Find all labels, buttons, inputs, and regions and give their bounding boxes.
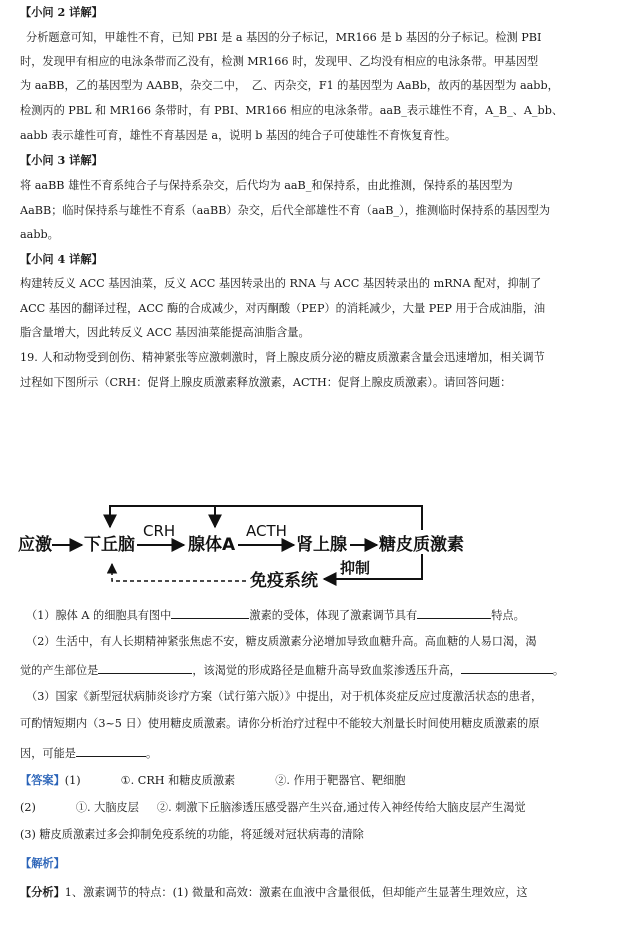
inhibit-arrow [324, 554, 422, 579]
subq2-para-line: 为 aaBB，乙的基因型为 AABB，杂交二中， 乙、丙杂交，F1 的基因型为 AaBb，故丙的基因型为 aabb， [20, 79, 559, 92]
answer-line-2: (2) ①. 大脑皮层 ②. 刺激下丘脑渗透压感受器产生兴奋,通过传入神经传给大脑皮层产生渴觉 [20, 801, 526, 814]
subq3-para-line: aabb。 [20, 228, 59, 241]
subq2-heading: 【小问 2 详解】 [20, 5, 103, 19]
question-19-sub1: （1）腺体 A 的细胞具有图中 激素的受体，体现了激素调节具有 特点。 [26, 606, 632, 624]
adrenal-label: 肾上腺 [296, 535, 347, 555]
question-19-sub3-cont: 因，可能是 。 [20, 744, 632, 762]
immune-system-label: 免疫系统 [250, 571, 318, 591]
analysis-tag: 【解析】 [20, 856, 65, 870]
subq3-heading: 【小问 3 详解】 [20, 153, 103, 167]
subq2-para-line: aabb 表示雄性可育，雄性不育基因是 a，说明 b 基因的纯合子可使雄性不育恢复育性。 [20, 129, 457, 142]
acth-label: ACTH [246, 522, 287, 540]
answer-blank [171, 606, 249, 619]
question-19-sub2: （2）生活中，有人长期精神紧张焦虑不安，糖皮质激素分泌增加导致血糖升高。高血糖的人易口渴，渴 [26, 635, 537, 648]
answer-blank [461, 661, 553, 674]
stress-label: 应激 [18, 535, 52, 555]
question-19-stem: 19. 人和动物受到创伤、精神紧张等应激刺激时，肾上腺皮质分泌的糖皮质激素含量会迅速增加，相关调节 [20, 351, 545, 364]
subq2-para-line: 分析题意可知，甲雄性不育，已知 PBI 是 a 基因的分子标记，MR166 是 b 基因的分子标记。检测 PBI [26, 31, 542, 44]
gland-a-label: 腺体A [188, 535, 236, 555]
subq4-para-line: 构建转反义 ACC 基因油菜，反义 ACC 基因转录出的 RNA 与 ACC 基因转录出的 mRNA 配对，抑制了 [20, 277, 542, 290]
glucocorticoid-label: 糖皮质激素 [379, 535, 464, 555]
answer-blank [98, 661, 192, 674]
question-19-sub2-cont: 觉的产生部位是 ，该渴觉的形成路径是血糖升高导致血浆渗透压升高， 。 [20, 661, 632, 679]
answer-blank [417, 606, 491, 619]
subq2-para-line: 检测丙的 PBL 和 MR166 条带时，有 PBI、MR166 相应的电泳条带。aaB_表示雄性不育，A_B_、A_bb、 [20, 104, 564, 117]
answer-line-1: 【答案】(1) ①. CRH 和糖皮质激素 ②. 作用于靶器官、靶细胞 [20, 773, 406, 787]
answer-line-3: (3) 糖皮质激素过多会抑制免疫系统的功能，将延缓对冠状病毒的清除 [20, 828, 364, 841]
question-19-sub3-cont: 可酌情短期内（3~5 日）使用糖皮质激素。请你分析治疗过程中不能较大剂量长时间使用糖皮质激素的原 [20, 717, 540, 730]
subq2-para-line: 时，发现甲有相应的电泳条带而乙没有，检测 MR166 时，发现甲、乙均没有相应的电泳条带。甲基因型 [20, 55, 539, 68]
subq4-heading: 【小问 4 详解】 [20, 252, 103, 266]
subq3-para-line: AaBB；临时保持系与雄性不育系（aaBB）杂交，后代全部雄性不育（aaB_），推测临时保持系的基因型为 [20, 204, 551, 217]
subq4-para-line: ACC 基因的翻译过程，ACC 酶的合成减少，对丙酮酸（PEP）的消耗减少，大量 PEP 用于合成油脂，油 [20, 302, 546, 315]
answer-tag: 【答案】 [20, 773, 65, 787]
answer-blank [76, 744, 146, 757]
subq4-para-line: 脂含量增大，因此转反义 ACC 基因油菜能提高油脂含量。 [20, 326, 310, 339]
crh-label: CRH [143, 522, 176, 540]
hypothalamus-label: 下丘脑 [84, 535, 135, 555]
immune-dashed-arrow [112, 564, 246, 581]
subq3-para-line: 将 aaBB 雄性不育系纯合子与保持系杂交，后代均为 aaB_和保持系，由此推测，保持系的基因型为 [20, 179, 513, 192]
question-19-sub3: （3）国家《新型冠状病肺炎诊疗方案（试行第六版）》中提出，对于机体炎症反应过度激活状态的患者， [26, 690, 543, 703]
analysis-line: 【分析】1、激素调节的特点：(1) 微量和高效：激素在血液中含量很低，但却能产生显著生理效应，这 [20, 885, 528, 899]
question-19-stem: 过程如下图所示（CRH：促肾上腺皮质激素释放激素，ACTH：促肾上腺皮质激素）。请回答问题： [20, 376, 512, 389]
inhibit-label: 抑制 [340, 559, 371, 577]
hormone-regulation-diagram [12, 496, 482, 596]
